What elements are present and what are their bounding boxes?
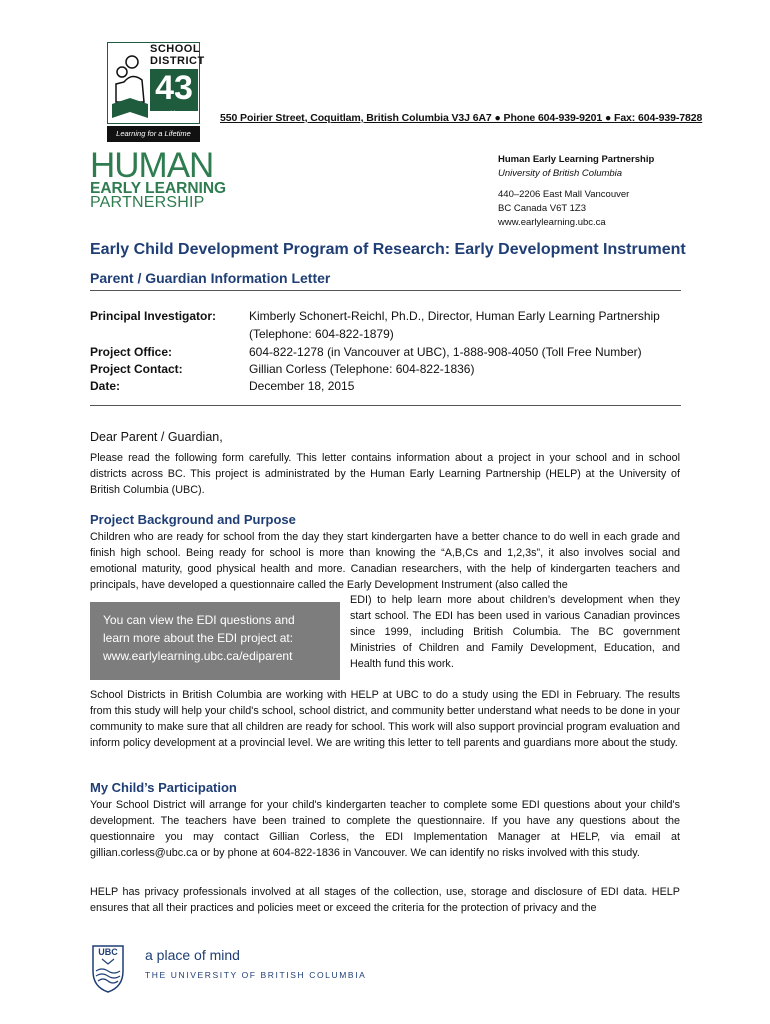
study-paragraph: School Districts in British Columbia are working with HELP at UBC to do a study using the EDI in February. The results from this study will help your child's school, school district, and community better understand what needs to be done in your community to make sure that all children are ready for school. This work will also support provincial program evaluation and inform policy development at a provincial level. We are writing this letter to tell parents and guardians more about the study.: [90, 689, 680, 749]
section-participation-heading: My Child’s Participation: [90, 780, 237, 795]
background-paragraph-wrap: EDI) to help learn more about children’s development when they start school. The EDI has been used in various Canadian provinces since 1999, including British Columbia. The BC government Ministries of Children and Family Development, Education, and Health fund this work.: [350, 594, 680, 670]
callout-line2: learn more about the EDI project at:: [103, 631, 294, 645]
greeting: Dear Parent / Guardian,: [90, 430, 223, 444]
edi-callout-box: [90, 602, 340, 680]
divider-top: [90, 290, 681, 291]
pi-label: Principal Investigator:: [90, 309, 217, 323]
pi-value: Kimberly Schonert-Reichl, Ph.D., Director, Human Early Learning Partnership: [249, 309, 660, 323]
background-paragraph-top: Children who are ready for school from the day they start kindergarten have a better chance to do well in each grade and finish high school. Being ready for school is more than knowing the “A,B,Cs and 1,2,3s”, it also involves social and emotional maturity, good physical health and more. Canadian researchers, with the help of kindergarten teachers and principals, have developed a questionnaire called the Early Development Instrument (also called the: [90, 531, 680, 591]
district-address-line: 550 Poirier Street, Coquitlam, British Columbia V3J 6A7 ● Phone 604-939-9201 ● Fax: 604-939-7828: [220, 112, 703, 124]
contact-label: Project Contact:: [90, 362, 183, 376]
intro-paragraph: Please read the following form carefully. This letter contains information about a project in your school and in school districts across BC. This project is administrated by the Human Early Learning Partnership (HELP) at the University of British Columbia (UBC).: [90, 452, 680, 496]
office-label: Project Office:: [90, 345, 173, 359]
help-logo-line2: EARLY LEARNING: [90, 180, 227, 197]
date-value: December 18, 2015: [249, 379, 355, 393]
district-logo-line1: SCHOOL: [150, 43, 201, 55]
divider-bottom: [90, 405, 681, 406]
participation-paragraph: Your School District will arrange for your child's kindergarten teacher to complete some EDI questions about your child's development. The teachers have been trained to complete the questionnaire. If you have any questions about the questionnaire you may contact Gillian Corless, the EDI Implementation Manager at HELP, via email at gillian.corless@ubc.ca or by phone at 604-822-1836 in Vancouver. We can identify no risks involved with this study.: [90, 799, 680, 859]
district-tagline: Learning for a Lifetime: [107, 126, 200, 142]
document-subtitle: Parent / Guardian Information Letter: [90, 270, 331, 286]
ubc-shield-text: UBC: [98, 947, 118, 957]
help-university: University of British Columbia: [498, 168, 623, 179]
office-value: 604-822-1278 (in Vancouver at UBC), 1-888-908-4050 (Toll Free Number): [249, 345, 642, 359]
help-logo-line1: HUMAN: [90, 146, 214, 185]
help-website[interactable]: www.earlylearning.ubc.ca: [498, 217, 606, 228]
date-label: Date:: [90, 379, 121, 393]
callout-line3[interactable]: www.earlylearning.ubc.ca/ediparent: [103, 649, 293, 663]
privacy-paragraph: HELP has privacy professionals involved at all stages of the collection, use, storage and disclosure of EDI data. HELP ensures that all their practices and policies meet or exceed the criteria for the protection of privacy and the: [90, 886, 680, 914]
pi-phone: (Telephone: 604-822-1879): [249, 327, 394, 341]
district-city: Coquitlam: [153, 111, 185, 118]
reading-figures-icon: [110, 52, 150, 122]
document-title: Early Child Development Program of Research: Early Development Instrument: [90, 241, 686, 258]
help-name: Human Early Learning Partnership: [498, 154, 655, 165]
help-address1: 440–2206 East Mall Vancouver: [498, 189, 630, 200]
help-logo-line3: PARTNERSHIP: [90, 194, 205, 211]
ubc-tagline: a place of mind: [145, 947, 240, 963]
callout-line1: You can view the EDI questions and: [103, 613, 295, 627]
section-background-heading: Project Background and Purpose: [90, 512, 296, 527]
help-address2: BC Canada V6T 1Z3: [498, 203, 587, 214]
district-logo-line2: DISTRICT: [150, 55, 205, 67]
district-number: 43: [150, 69, 198, 111]
contact-value: Gillian Corless (Telephone: 604-822-1836): [249, 362, 475, 376]
ubc-name: THE UNIVERSITY OF BRITISH COLUMBIA: [145, 970, 367, 980]
